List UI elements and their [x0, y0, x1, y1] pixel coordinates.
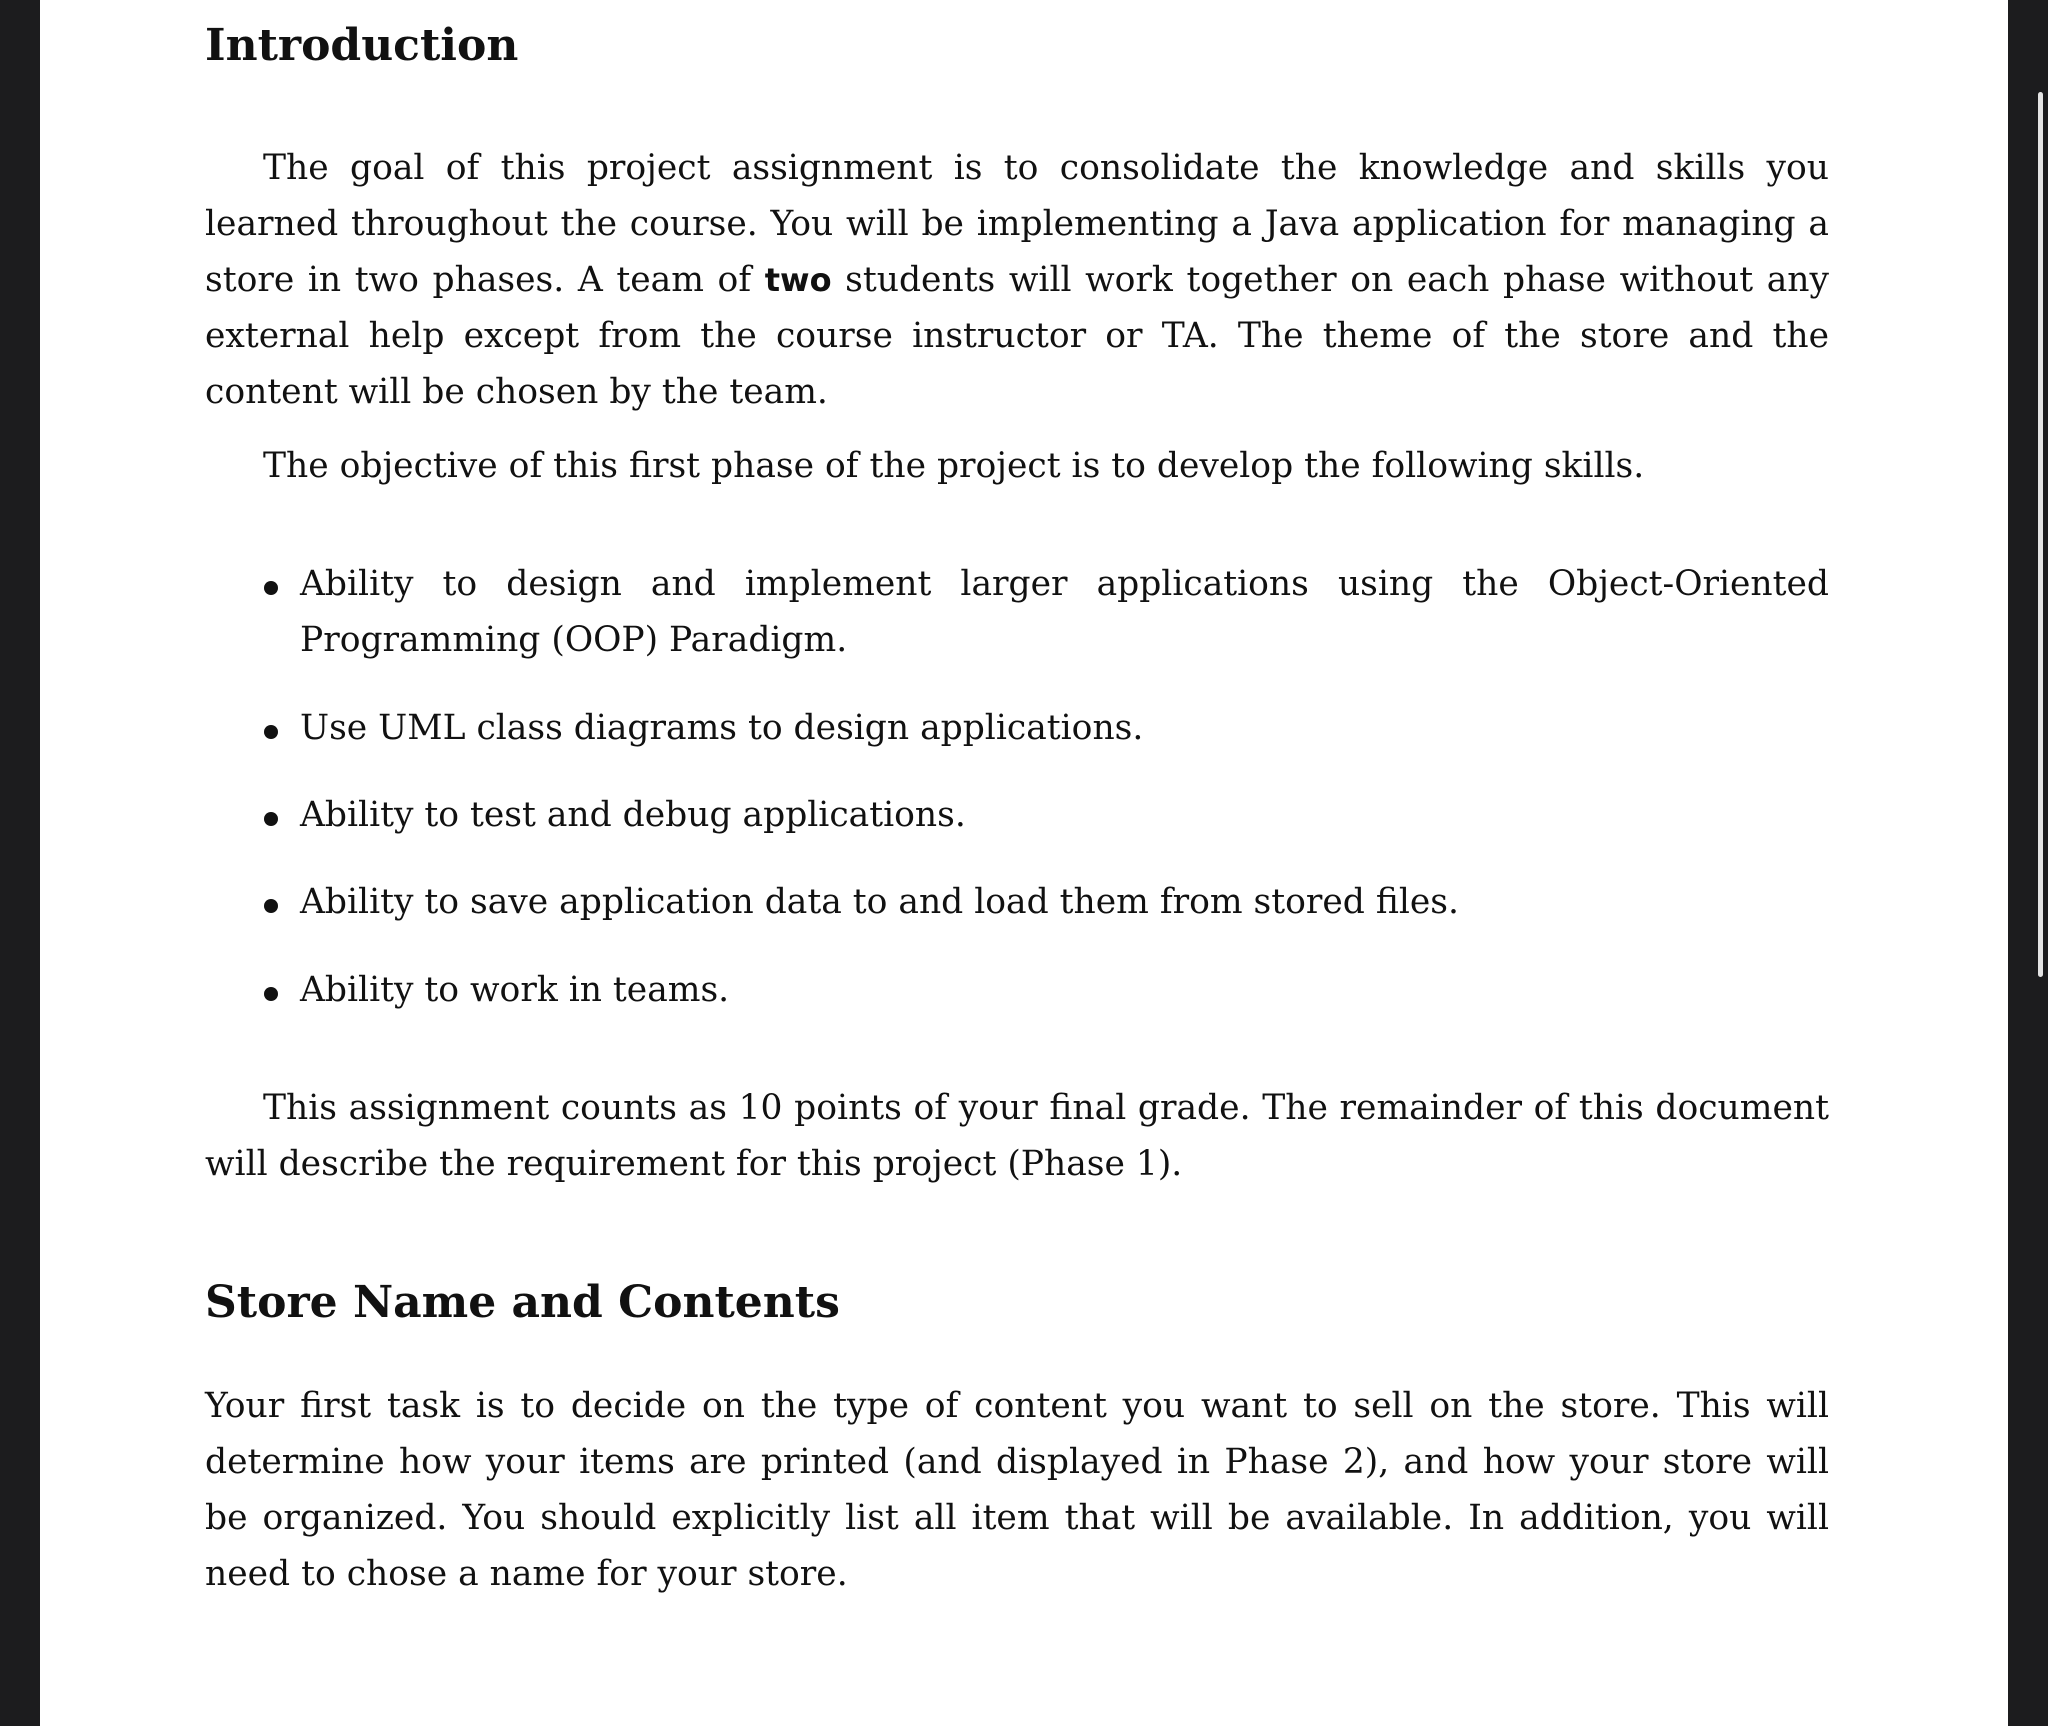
list-item	[205, 787, 1829, 843]
scrollbar-thumb[interactable]	[2038, 92, 2043, 977]
skill-text: Use UML class diagrams to design applications.	[300, 708, 1144, 748]
store-heading: Store Name and Contents	[205, 1277, 840, 1328]
intro-p1-bold: two	[764, 261, 832, 299]
bullet-icon	[264, 725, 278, 739]
scrollbar[interactable]	[2008, 0, 2048, 1726]
introduction-paragraph-2: The objective of this first phase of the project is to develop the following skills.	[263, 446, 1645, 486]
introduction-heading: Introduction	[205, 20, 519, 71]
intro-p1-text-a: The goal of this project assignment is to consolidate the knowledge and skills you learned throughout the course. You will be implementing a Java application for managing a store in two phases. A team of	[205, 148, 1829, 300]
bullet-icon	[264, 987, 278, 1001]
skill-text: Ability to save application data to and load them from stored files.	[300, 882, 1459, 922]
bullet-icon	[264, 899, 278, 913]
list-item	[205, 700, 1829, 756]
bullet-icon	[264, 581, 278, 595]
document-page	[40, 0, 2008, 1726]
list-item	[205, 874, 1829, 930]
skill-text: Ability to test and debug applications.	[300, 795, 966, 835]
skill-text: Ability to work in teams.	[300, 970, 730, 1010]
list-item	[205, 556, 1829, 668]
introduction-paragraph-3: This assignment counts as 10 points of your final grade. The remainder of this document will describe the requirement for this project (Phase 1).	[205, 1088, 1829, 1184]
store-paragraph-1: Your first task is to decide on the type of content you want to sell on the store. This will determine how your items are printed (and displayed in Phase 2), and how your store will be organized. You should explicitly list all item that will be available. In addition, you will need to chose a name for your store.	[205, 1386, 1829, 1594]
introduction-paragraph-1	[205, 140, 1829, 420]
skill-text: Ability to design and implement larger applications using the Object-Oriented Programming (OOP) Paradigm.	[300, 564, 1829, 660]
list-item	[205, 962, 1829, 1018]
bullet-icon	[264, 812, 278, 826]
intro-p1-text-b: students will work together on each phase without any external help except from the course instructor or TA. The theme of the store and the content will be chosen by the team.	[205, 260, 1829, 412]
